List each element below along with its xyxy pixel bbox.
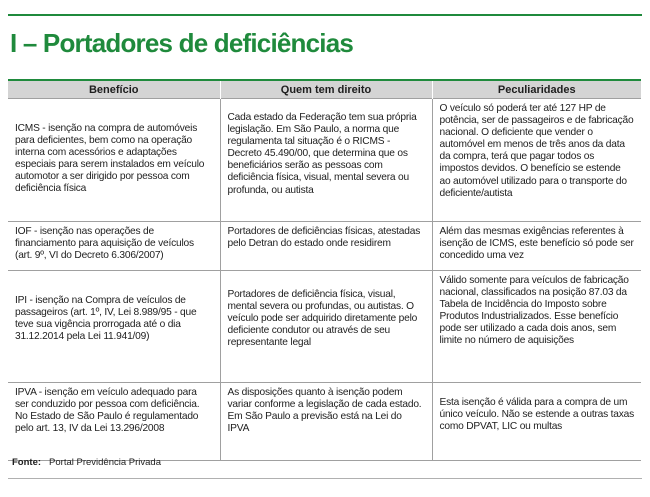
source-note: [12, 457, 161, 468]
table-row-ipi: [8, 271, 641, 383]
cell-beneficio: IOF - isenção nas operações de financiamento para aquisição de veículos (art. 9º, VI do Decreto 6.306/2007): [8, 222, 220, 271]
table-row-iof: [8, 222, 641, 271]
cell-quem-tem-direito: Portadores de deficiência física, visual, mental severa ou profundas, ou autistas. O veículo pode ser adquirido diretamente pelo deficiente condutor ou através de seu representante legal: [220, 271, 432, 383]
cell-peculiaridades: Além das mesmas exigências referentes à isenção de ICMS, este benefício só pode ser concedido uma vez: [432, 222, 641, 271]
source-text: Portal Previdência Privada: [49, 457, 161, 468]
table-header-row: [8, 80, 641, 99]
cell-peculiaridades: Esta isenção é válida para a compra de um único veículo. Não se estende a outras taxas como DPVAT, LIC ou multas: [432, 383, 641, 461]
cell-peculiaridades: Válido somente para veículos de fabricação nacional, classificados na posição 87.03 da Tabela de Incidência do Imposto sobre Produtos Industrializados. Esse benefício pode ser utilizado a cada dois anos, sem limite no número de aquisições: [432, 271, 641, 383]
column-header-beneficio: Benefício: [8, 80, 220, 99]
column-header-quem-tem-direito: Quem tem direito: [220, 80, 432, 99]
cell-quem-tem-direito: Cada estado da Federação tem sua própria legislação. Em São Paulo, a norma que regulamenta tal situação é o RICMS - Decreto 45.490/00, que determina que os beneficiários serão as pessoas com deficiência física, visual, mental severa ou profunda, ou autista: [220, 99, 432, 222]
cell-peculiaridades: O veículo só poderá ter até 127 HP de potência, ser de passageiros e de fabricação nacional. O deficiente que vender o automóvel em menos de três anos da data da compra, terá que pagar todos os impostos devidos. O benefício se estende ao automóvel utilizado para o transporte do deficiente/autista: [432, 99, 641, 222]
table-row-icms: [8, 99, 641, 222]
cell-beneficio: IPVA - isenção em veículo adequado para ser conduzido por pessoa com deficiência. No Estado de São Paulo é regulamentado pelo art. 13, IV da Lei 13.296/2008: [8, 383, 220, 461]
cell-quem-tem-direito: Portadores de deficiências físicas, atestadas pelo Detran do estado onde residirem: [220, 222, 432, 271]
benefits-table: [8, 79, 641, 461]
cell-beneficio: ICMS - isenção na compra de automóveis para deficientes, bem como na operação interna com acessórios e adaptações especiais para serem instalados em veículo automotor a ser dirigido por pessoa com deficiência física: [8, 99, 220, 222]
table-row-ipva: [8, 383, 641, 461]
page-title: I – Portadores de deficiências: [10, 28, 354, 58]
column-header-peculiaridades: Peculiaridades: [432, 80, 641, 99]
cell-quem-tem-direito: As disposições quanto à isenção podem variar conforme a legislação de cada estado. Em São Paulo a previsão está na Lei do IPVA: [220, 383, 432, 461]
source-label: Fonte:: [12, 457, 42, 468]
top-rule: [8, 14, 642, 16]
cell-beneficio: IPI - isenção na Compra de veículos de passageiros (art. 1º, IV, Lei 8.989/95 - que teve sua vigência prorrogada até o dia 31.12.2014 pela Lei 11.941/09): [8, 271, 220, 383]
bottom-rule: [8, 478, 642, 479]
